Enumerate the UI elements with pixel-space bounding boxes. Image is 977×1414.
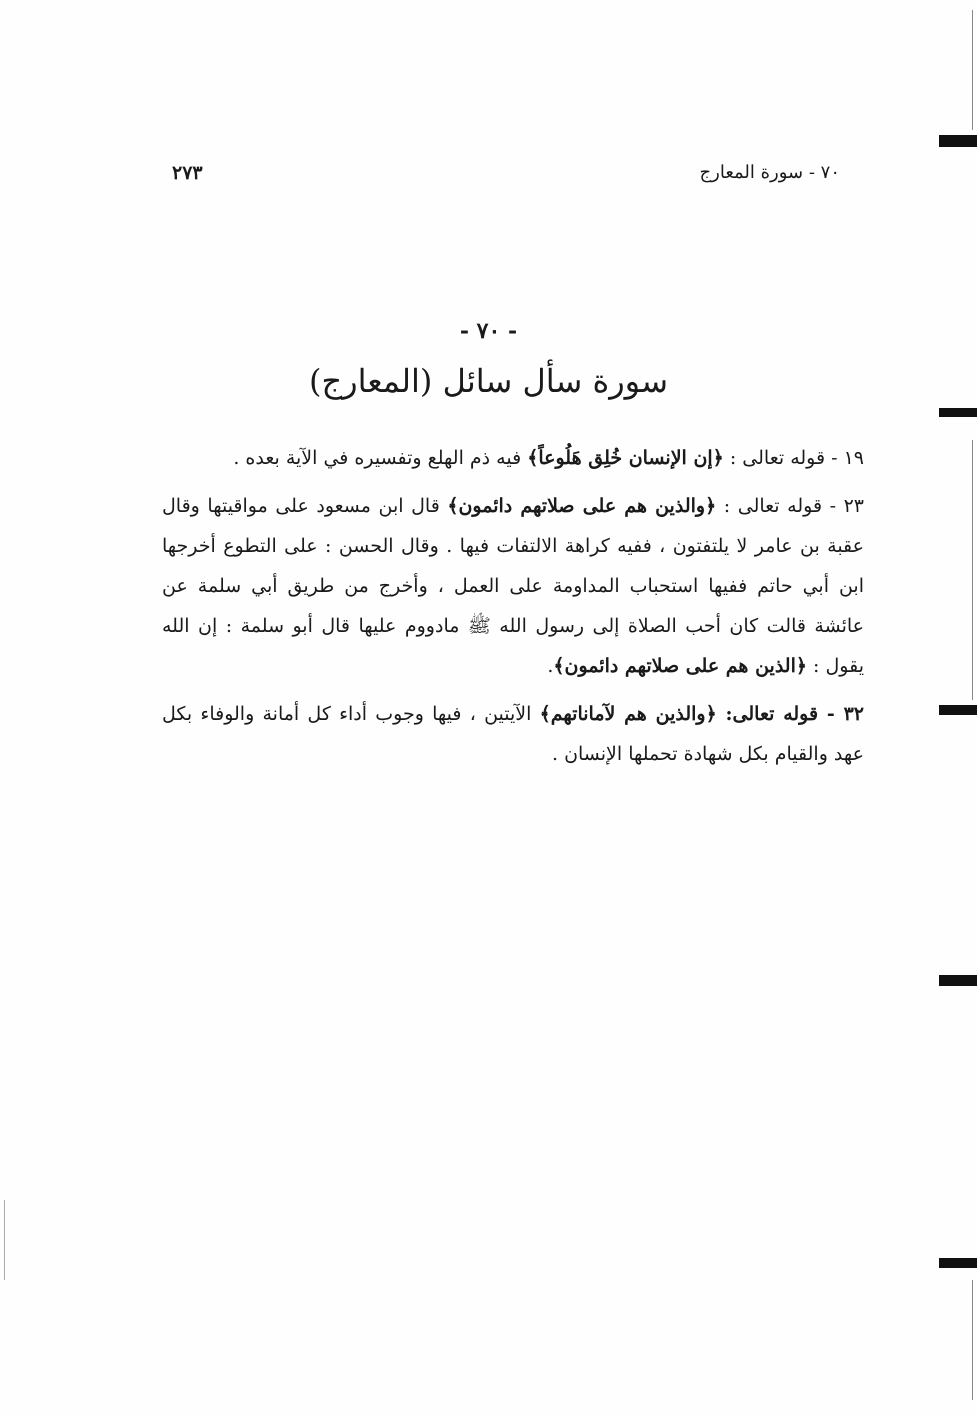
running-head: ٧٠ - سورة المعارج (699, 162, 840, 183)
verse-ref: ١٩ - قوله تعالى : (723, 447, 864, 469)
commentary-text: قال ابن مسعود على مواقيتها وقال عقبة بن عامر لا يلتفتون ، ففيه كراهة الالتفات فيها . وقال الحسن : على التطوع أخرجها ابن أبي حاتم ففيها استحباب المداومة على العمل ، وأخرج من طريق أبي سلمة عن عائشة قالت كان أحب الصلاة إلى رسول الله ﷺ مادووم عليها قال أبو سلمة : إن الله يقول : (162, 495, 864, 677)
edge-mark (939, 135, 977, 147)
paragraph-verse-32 (162, 694, 864, 774)
paragraph-verse-23 (162, 486, 864, 686)
edge-line (972, 1280, 973, 1400)
verse-ref: ٢٣ - قوله تعالى : (716, 495, 865, 517)
edge-mark (939, 1258, 977, 1268)
paragraph-verse-19 (162, 438, 864, 478)
edge-mark (939, 408, 977, 417)
commentary-text: فيه ذم الهلع وتفسيره في الآية بعده . (233, 447, 528, 469)
verse-ref: ٣٢ - قوله تعالى: (716, 703, 864, 725)
page-header (160, 162, 840, 192)
edge-line (972, 440, 973, 700)
quran-quote: ﴿والذين هم على صلاتهم دائمون﴾ (447, 495, 717, 517)
edge-line (972, 10, 973, 130)
edge-mark (939, 975, 977, 986)
quran-quote: ﴿الذين هم على صلاتهم دائمون﴾ (553, 655, 807, 677)
commentary-text: . (547, 655, 554, 677)
surah-title: سورة سأل سائل (المعارج) (309, 362, 668, 400)
edge-line (4, 1200, 5, 1280)
chapter-number: - ٧٠ - (459, 318, 518, 344)
commentary-text: الآيتين ، فيها وجوب أداء كل أمانة والوفاء بكل عهد والقيام بكل شهادة تحملها الإنسان . (162, 703, 864, 765)
edge-mark (939, 705, 977, 715)
body-text (162, 438, 864, 782)
quran-quote: ﴿والذين هم لآماناتهم﴾ (539, 703, 717, 725)
page-number: ٢٧٣ (172, 162, 203, 184)
quran-quote: ﴿إن الإنسان خُلِق هَلُوعاً﴾ (527, 447, 724, 469)
